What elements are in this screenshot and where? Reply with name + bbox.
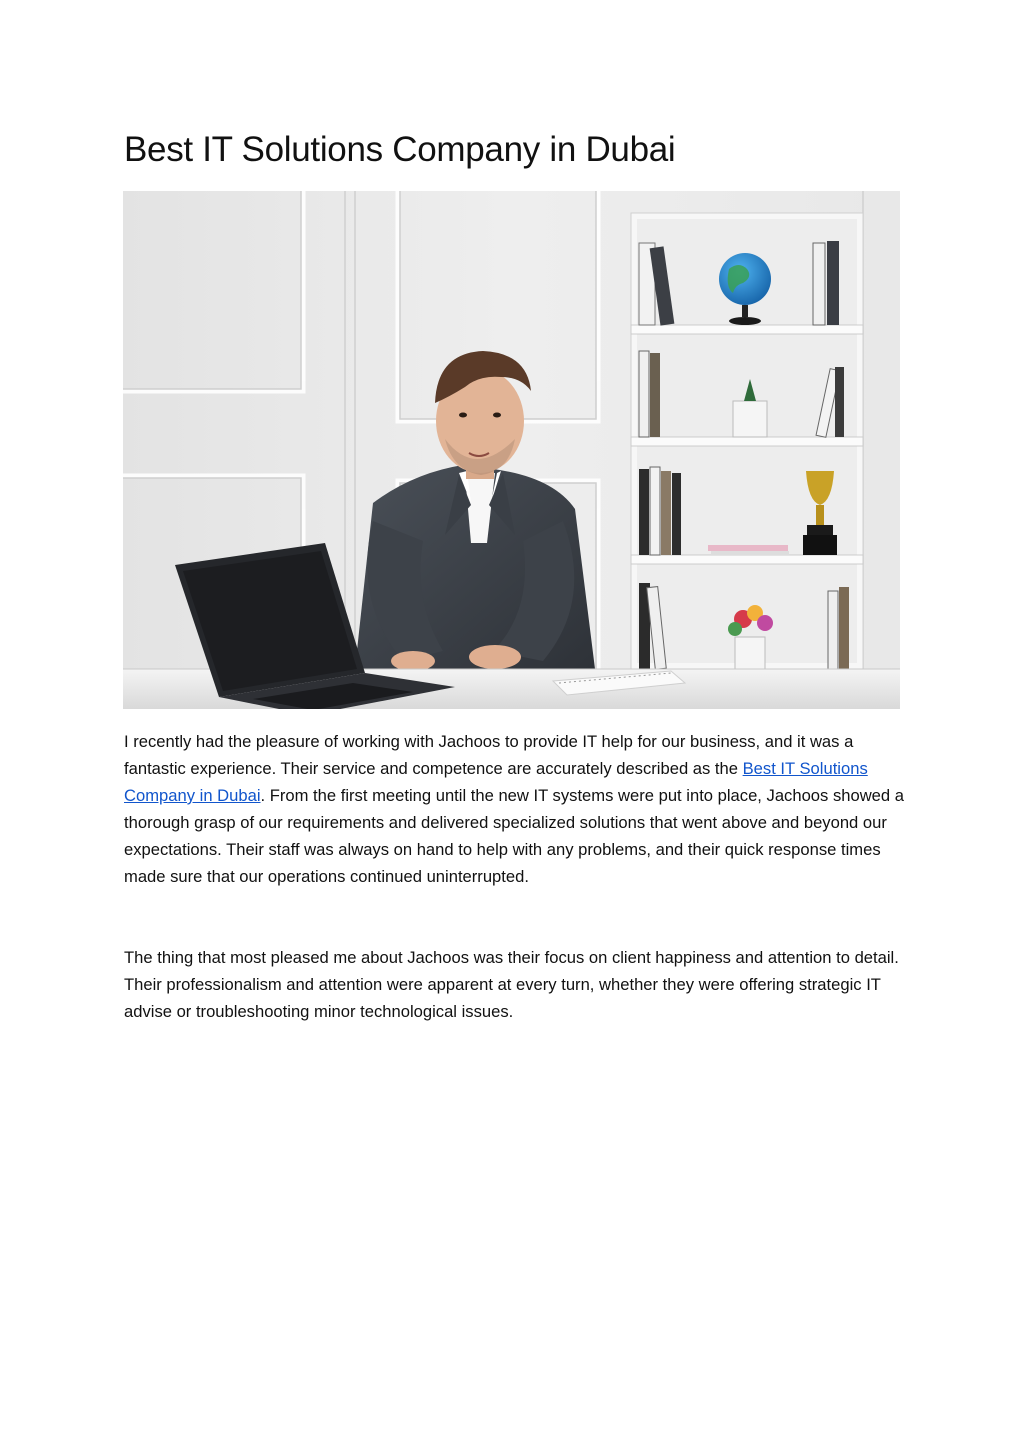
paragraph-1-text-before-link: I recently had the pleasure of working with Jachoos to provide IT help for our business, and it was a fantastic experience. Their service and competence are accurately described as the (124, 732, 854, 778)
hero-image (123, 191, 900, 709)
paragraph-1-text-after-link: . From the first meeting until the new IT systems were put into place, Jachoos showed a thorough grasp of our requirements and delivered specialized solutions that went above and beyond our expectations. Their staff was always on hand to help with any problems, and their quick response times made sure that our operations continued uninterrupted. (124, 786, 904, 886)
office-photo-illustration (123, 191, 900, 709)
paragraph-2: The thing that most pleased me about Jachoos was their focus on client happiness and attention to detail. Their professionalism and attention were apparent at every turn, whether they were offering strategic IT advise or troubleshooting minor technological issues. (124, 948, 899, 1021)
page-title: Best IT Solutions Company in Dubai (124, 130, 676, 169)
paragraph-1 (124, 728, 914, 890)
bookshelf (631, 213, 863, 669)
best-it-solutions-link[interactable]: Best IT Solutions Company in Dubai (124, 759, 868, 805)
